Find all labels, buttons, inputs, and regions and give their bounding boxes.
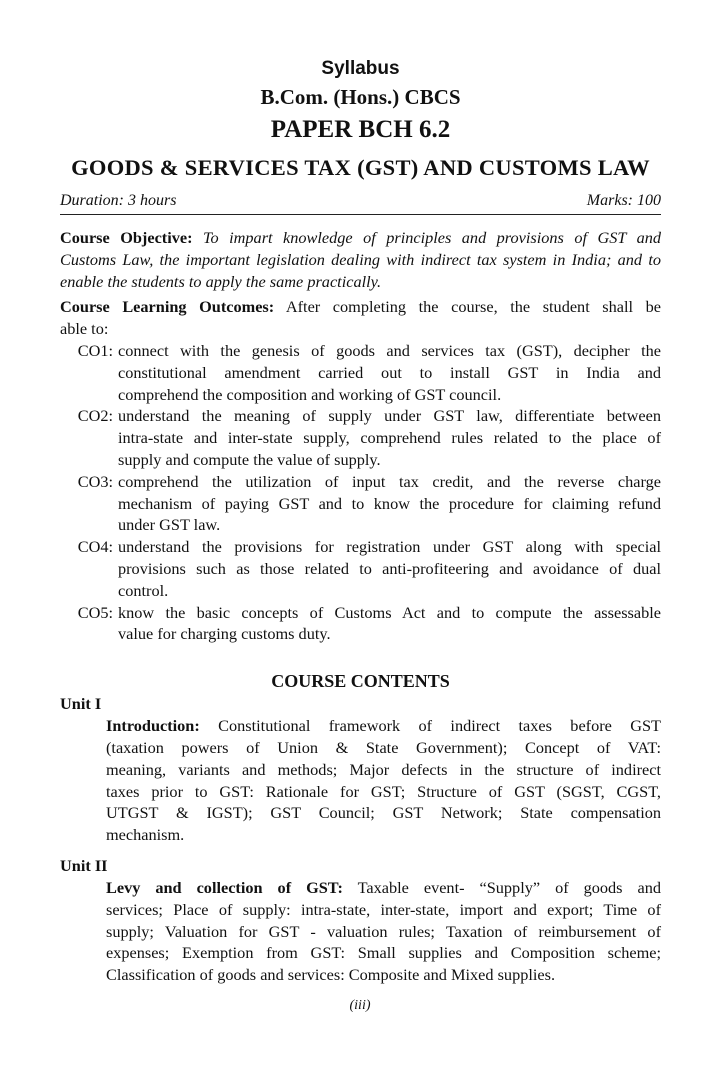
unit-list bbox=[60, 693, 661, 986]
outcome-line: know the basic concepts of Customs Act and to compute the assessable bbox=[118, 602, 661, 622]
outcomes-label: Course Learning Outcomes: bbox=[60, 297, 275, 317]
outcome-line: value for charging customs duty. bbox=[118, 624, 331, 644]
unit-line: Classification of goods and services: Composite and Mixed supplies. bbox=[106, 965, 556, 985]
outcome-code: CO2: bbox=[77, 406, 113, 426]
program-title: B.Com. (Hons.) CBCS bbox=[260, 85, 461, 109]
outcome-item bbox=[60, 602, 661, 646]
unit-line: (taxation powers of Union & State Government); Concept of VAT: bbox=[106, 737, 661, 757]
outcome-line: provisions such as those related to anti-profiteering and avoidance of dual bbox=[118, 558, 661, 578]
outcome-item bbox=[60, 340, 661, 405]
outcome-line: control. bbox=[118, 580, 169, 600]
outcome-code: CO4: bbox=[77, 537, 113, 557]
unit bbox=[60, 693, 661, 846]
unit-line: services; Place of supply: intra-state, inter-state, import and export; Time of bbox=[106, 899, 661, 919]
outcome-code: CO3: bbox=[77, 471, 113, 491]
unit-line: UTGST & IGST); GST Council; GST Network; State compensation bbox=[106, 803, 661, 823]
outcome-line: comprehend the composition and working of GST council. bbox=[118, 384, 502, 404]
unit-topic: Levy and collection of GST: bbox=[106, 877, 343, 897]
outcome-code: CO1: bbox=[77, 340, 113, 360]
page-number: (iii) bbox=[349, 998, 371, 1013]
outcome-list bbox=[60, 340, 661, 645]
outcome-item bbox=[60, 536, 661, 601]
course-contents-heading: COURSE CONTENTS bbox=[271, 671, 450, 692]
document-page bbox=[60, 56, 661, 986]
duration-marks-row bbox=[60, 190, 661, 215]
unit-title: Unit II bbox=[60, 855, 108, 875]
objective-line: enable the students to apply the same practically. bbox=[60, 271, 382, 291]
marks: Marks: 100 bbox=[586, 192, 661, 209]
unit bbox=[60, 855, 661, 986]
unit-line: expenses; Exemption from GST: Small supplies and Composition scheme; bbox=[106, 943, 661, 963]
paper-code: PAPER BCH 6.2 bbox=[270, 116, 451, 143]
outcome-line: understand the meaning of supply under GST law, differentiate between bbox=[118, 406, 661, 426]
unit-line: meaning, variants and methods; Major defects in the structure of indirect bbox=[106, 759, 661, 779]
outcome-line: supply and compute the value of supply. bbox=[118, 449, 381, 469]
objective-line: To impart knowledge of principles and provisions of GST and bbox=[192, 228, 662, 247]
outcome-line: constitutional amendment carried out to install GST in India and bbox=[118, 362, 661, 382]
course-objective bbox=[60, 227, 661, 292]
unit-topic: Introduction: bbox=[106, 716, 200, 736]
outcome-line: comprehend the utilization of input tax credit, and the reverse charge bbox=[118, 471, 661, 491]
paper-title: GOODS & SERVICES TAX (GST) AND CUSTOMS LAW bbox=[71, 155, 650, 180]
unit-line: Taxable event- “Supply” of goods and bbox=[342, 877, 661, 897]
syllabus-label: Syllabus bbox=[321, 58, 400, 79]
unit-line: taxes prior to GST: Rationale for GST; Structure of GST (SGST, CGST, bbox=[106, 781, 661, 801]
outcomes-line: able to: bbox=[60, 319, 109, 339]
unit-title: Unit I bbox=[60, 694, 102, 714]
outcome-code: CO5: bbox=[77, 602, 113, 622]
outcome-line: intra-state and inter-state supply, comprehend rules related to the place of bbox=[118, 428, 661, 448]
outcome-item bbox=[60, 471, 661, 536]
outcome-line: mechanism of paying GST and to know the procedure for claiming refund bbox=[118, 493, 661, 513]
course-learning-outcomes bbox=[60, 296, 661, 645]
outcome-line: under GST law. bbox=[118, 515, 221, 535]
outcome-item bbox=[60, 405, 661, 470]
duration: Duration: 3 hours bbox=[60, 192, 177, 209]
outcomes-line: After completing the course, the student shall be bbox=[274, 297, 661, 317]
objective-label: Course Objective: bbox=[60, 228, 193, 247]
unit-line: Constitutional framework of indirect taxes before GST bbox=[199, 716, 661, 736]
outcome-line: understand the provisions for registration under GST along with special bbox=[118, 537, 661, 557]
objective-line: Customs Law, the important legislation dealing with indirect tax system in India; and to bbox=[60, 249, 661, 269]
unit-line: mechanism. bbox=[106, 825, 185, 845]
unit-line: supply; Valuation for GST - valuation rules; Taxation of reimbursement of bbox=[106, 921, 661, 941]
outcome-line: connect with the genesis of goods and services tax (GST), decipher the bbox=[118, 340, 661, 360]
